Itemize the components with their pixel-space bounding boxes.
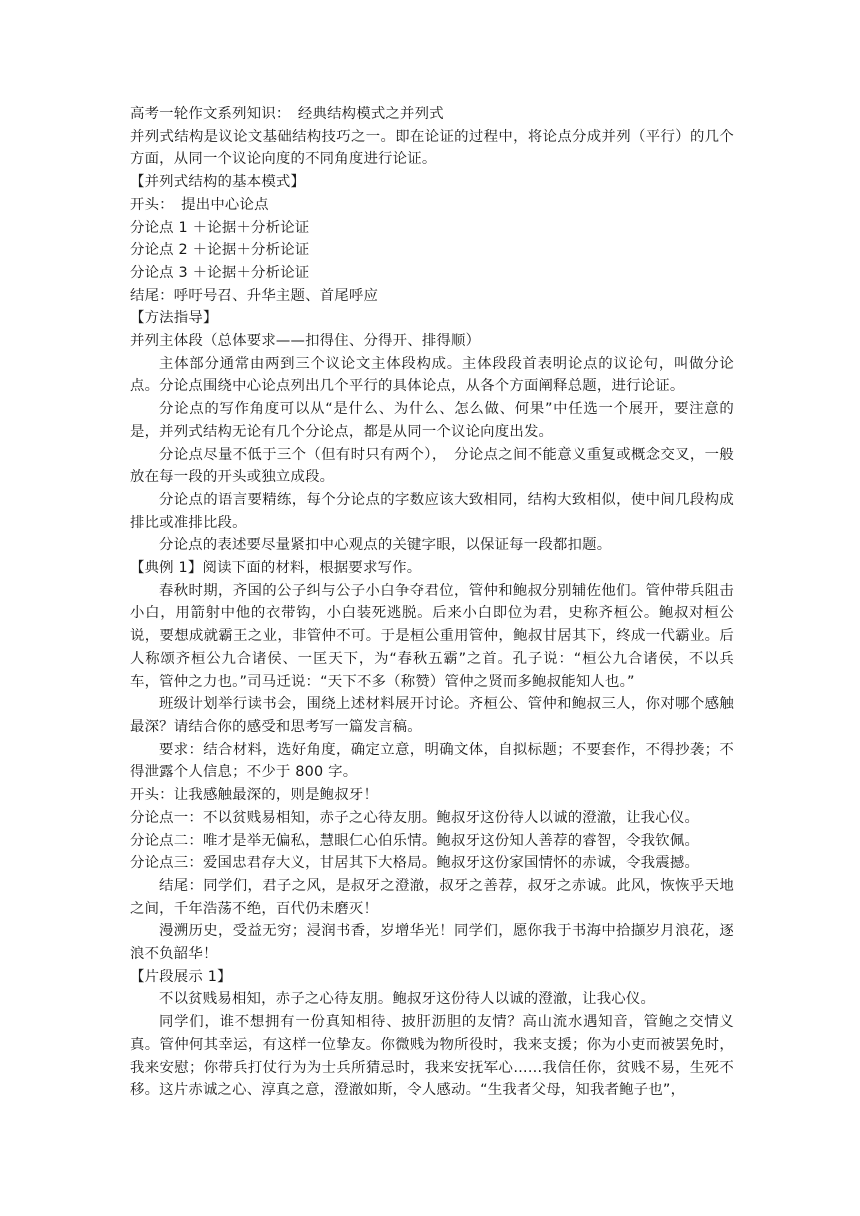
paragraph: 结尾：呼吁号召、升华主题、首尾呼应 [130, 287, 379, 304]
paragraph: 分论点尽量不低于三个（但有时只有两个）， 分论点之间不能意义重复或概念交叉，一般放在每一段的开头或独立成段。 [130, 446, 734, 486]
paragraph: 分论点二：唯才是举无偏私，慧眼仁心伯乐情。鲍叔牙这份知人善荐的睿智，令我钦佩。 [130, 832, 700, 849]
paragraph: 分论点 3 ＋论据＋分析论证 [130, 264, 310, 281]
paragraph: 分论点三：爱国忠君存大义，甘居其下大格局。鲍叔牙这份家国情怀的赤诚，令我震撼。 [130, 855, 700, 872]
paragraph: 漫溯历史，受益无穷；浸润书香，岁增华光！同学们，愿你我于书海中拾撷岁月浪花，逐浪不负韶华！ [130, 923, 734, 963]
paragraph: 【并列式结构的基本模式】 [130, 174, 306, 191]
paragraph: 分论点 1 ＋论据＋分析论证 [130, 219, 310, 236]
document-body [130, 103, 734, 1102]
paragraph: 开头： 提出中心论点 [130, 196, 269, 213]
paragraph: 并列式结构是议论文基础结构技巧之一。即在论证的过程中，将论点分成并列（平行）的几个方面，从同一个议论向度的不同角度进行论证。 [130, 128, 734, 168]
paragraph: 分论点 2 ＋论据＋分析论证 [130, 242, 310, 259]
paragraph: 主体部分通常由两到三个议论文主体段构成。主体段段首表明论点的议论句，叫做分论点。分论点围绕中心论点列出几个平行的具体论点，从各个方面阐释总题，进行论证。 [130, 355, 734, 395]
paragraph: 同学们，谁不想拥有一份真知相待、披肝沥胆的友情？高山流水遇知音，管鲍之交情义真。管仲何其幸运，有这样一位挚友。你微贱为物所役时，我来支援；你为小吏而被罢免时，我来安慰；你带兵打仗行为为士兵所猜忌时，我来安抚军心……我信任你，贫贱不易，生死不移。这片赤诚之心、淳真之意，澄澈如斯，令人感动。“生我者父母，知我者鲍子也”， [130, 1014, 734, 1099]
paragraph: 【方法指导】 [130, 310, 218, 327]
paragraph: 分论点的写作角度可以从“是什么、为什么、怎么做、何果”中任选一个展开，要注意的是，并列式结构无论有几个分论点，都是从同一个议论向度出发。 [130, 401, 734, 440]
paragraph: 分论点一：不以贫贱易相知，赤子之心待友朋。鲍叔牙这份待人以诚的澄澈，让我心仪。 [130, 809, 700, 826]
paragraph: 春秋时期，齐国的公子纠与公子小白争夺君位，管仲和鲍叔分别辅佐他们。管仲带兵阻击小白，用箭射中他的衣带钩，小白装死逃脱。后来小白即位为君，史称齐桓公。鲍叔对桓公说，要想成就霸王之业，非管仲不可。于是桓公重用管仲，鲍叔甘居其下，终成一代霸业。后人称颂齐桓公九合诸侯、一匡天下，为“春秋五霸”之首。孔子说：“桓公九合诸侯，不以兵车，管仲之力也。”司马迁说：“天下不多（称赞）管仲之贤而多鲍叔能知人也。” [130, 582, 734, 690]
paragraph: 【典例 1】阅读下面的材料，根据要求写作。 [130, 560, 422, 577]
paragraph: 班级计划举行读书会，围绕上述材料展开讨论。齐桓公、管仲和鲍叔三人，你对哪个感触最深？请结合你的感受和思考写一篇发言稿。 [130, 696, 734, 735]
paragraph: 开头：让我感触最深的，则是鲍叔牙！ [130, 787, 379, 804]
paragraph: 【片段展示 1】 [130, 968, 232, 985]
paragraph: 分论点的语言要精练，每个分论点的字数应该大致相同，结构大致相似，使中间几段构成排比或准排比段。 [130, 491, 734, 531]
paragraph: 高考一轮作文系列知识： 经典结构模式之并列式 [130, 106, 444, 122]
paragraph: 并列主体段（总体要求——扣得住、分得开、排得顺） [130, 333, 481, 350]
paragraph: 不以贫贱易相知，赤子之心待友朋。鲍叔牙这份待人以诚的澄澈，让我心仪。 [159, 991, 656, 1008]
paragraph: 分论点的表述要尽量紧扣中心观点的关键字眼，以保证每一段都扣题。 [159, 537, 612, 554]
paragraph: 要求：结合材料，选好角度，确定立意，明确文体，自拟标题；不要套作，不得抄袭；不得泄露个人信息；不少于 800 字。 [130, 741, 734, 781]
paragraph: 结尾：同学们，君子之风，是叔牙之澄澈，叔牙之善荐，叔牙之赤诚。此风，恢恢乎天地之间，千年浩荡不绝，百代仍未磨灭！ [130, 877, 734, 917]
